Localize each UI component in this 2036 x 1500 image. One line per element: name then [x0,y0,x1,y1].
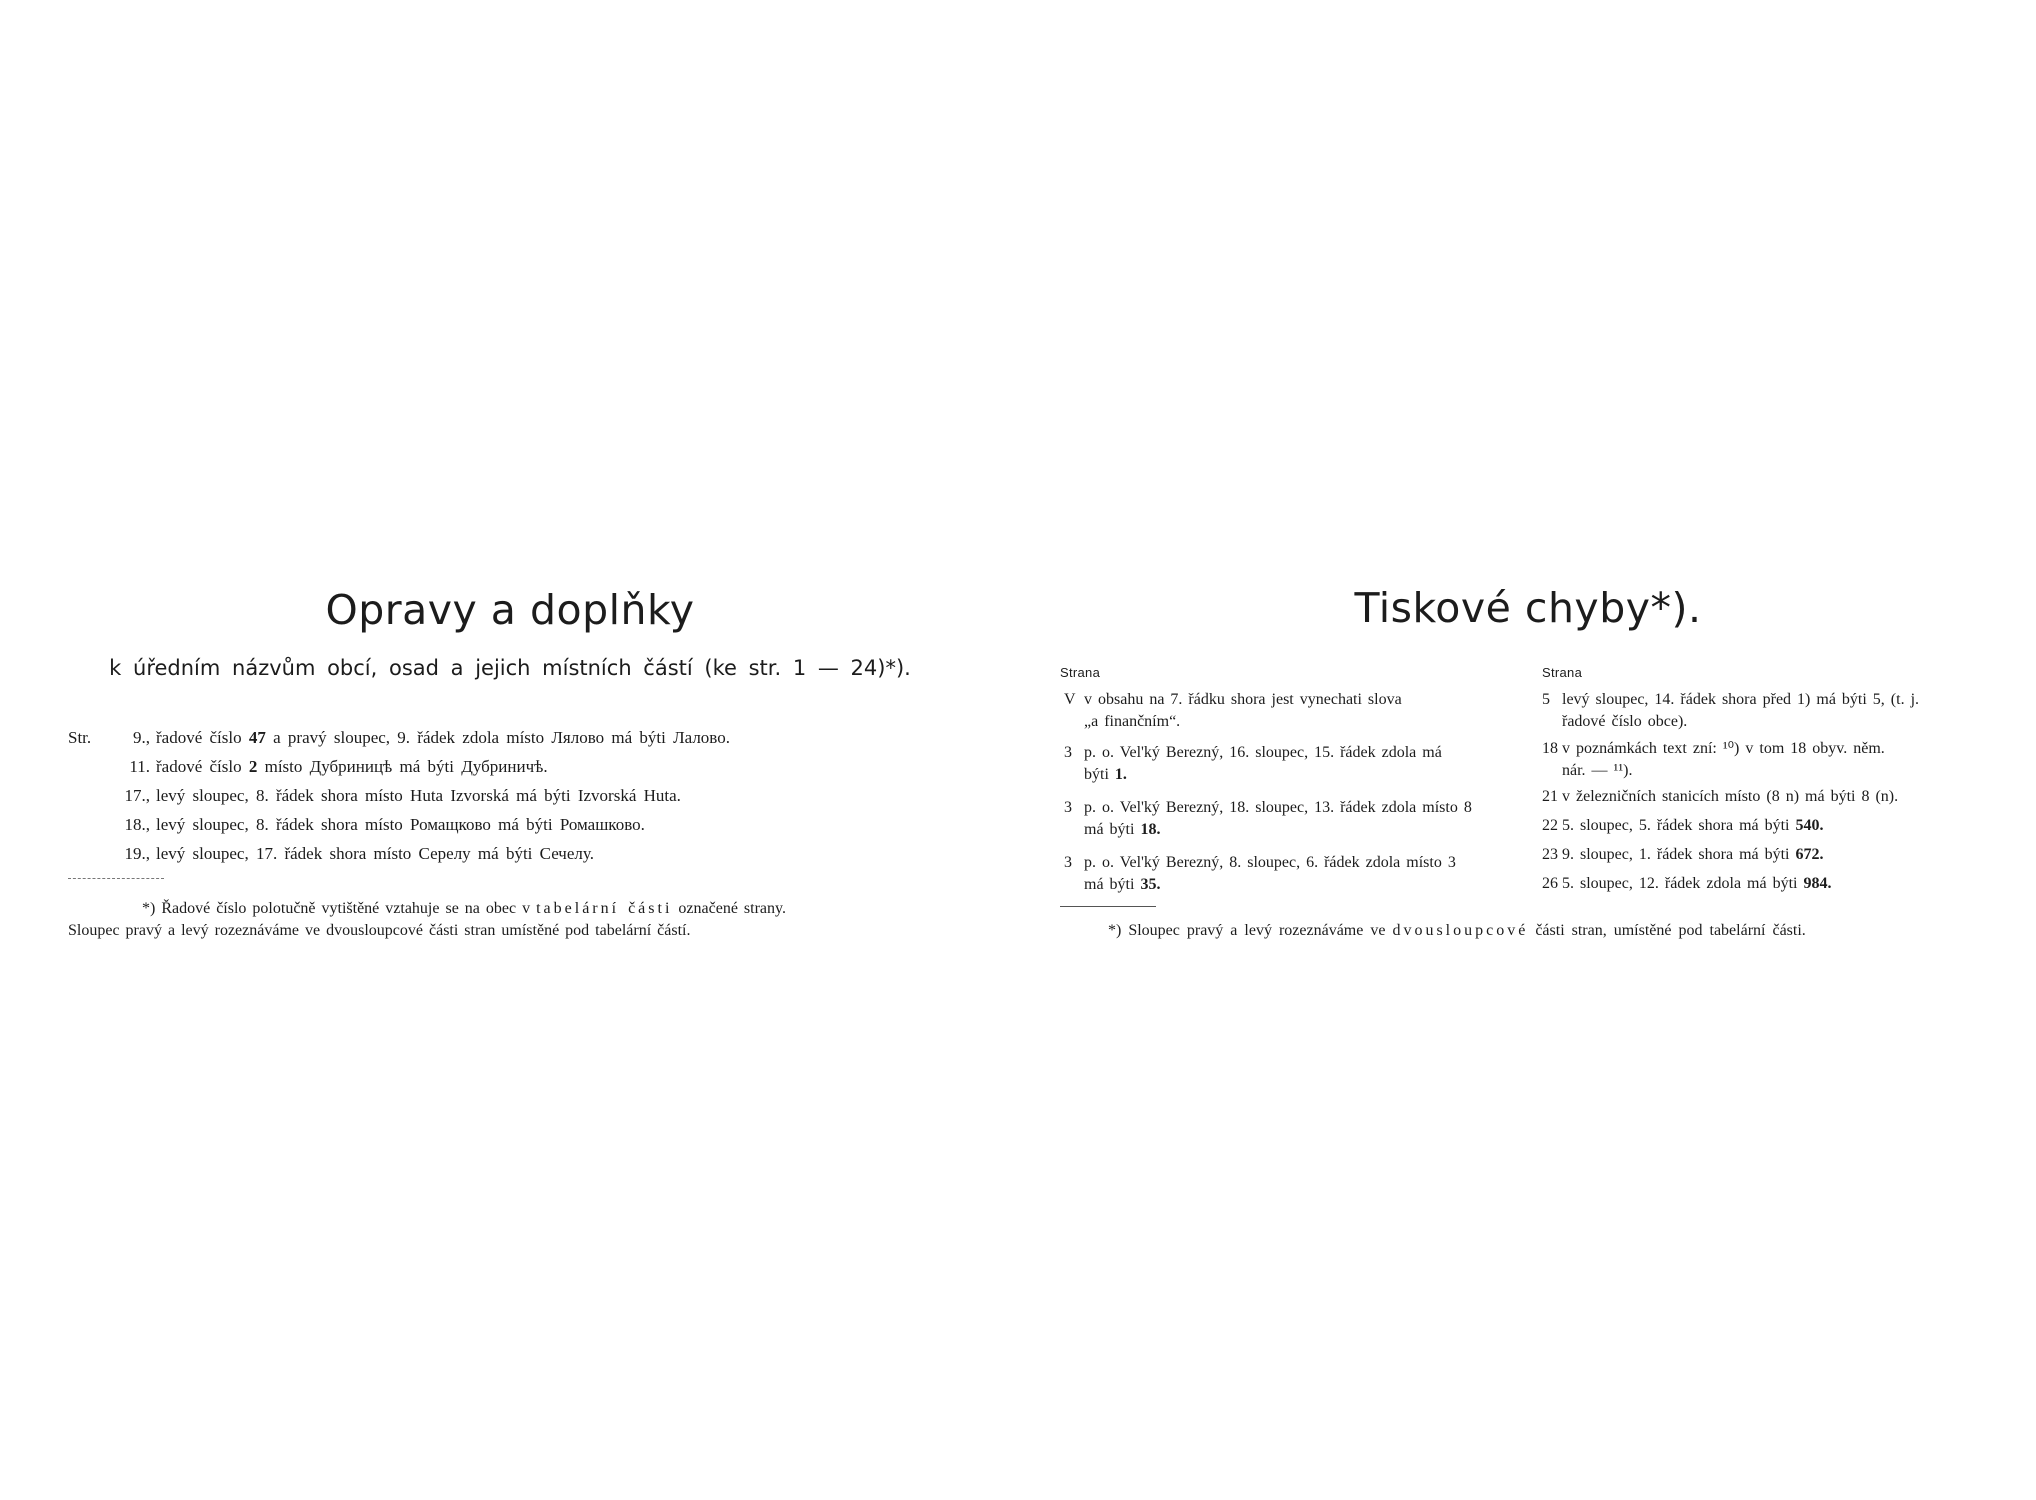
errata-text-continued: řadové číslo obce). [1562,713,1688,730]
correction-text: levý sloupec, 8. řádek shora místo Huta Izvorská má býti Izvorská Huta. [156,786,681,805]
errata-text-continued: nár. — ¹¹). [1562,762,1633,779]
correction-pre: řadové číslo [156,757,242,776]
errata-page: 21 [1542,788,1558,805]
correction-bold-number: 2 [248,757,258,776]
correction-page: 9., [133,728,150,747]
errata-text: v poznámkách text zní: ¹⁰) v tom 18 obyv. něm. [1562,740,1885,757]
errata-page: 18 [1542,740,1558,757]
footnote-spaced-text: tabelární části [536,900,673,917]
errata-page: 23 [1542,846,1558,863]
footnote-divider [68,878,164,879]
errata-entry [1542,689,2012,733]
correction-text: místo Дубриницѣ má býti Дубриничѣ. [264,757,548,776]
correction-row [68,757,548,777]
errata-entry [1542,844,2012,866]
errata-text: p. o. Vel'ký Berezný, 8. sloupec, 6. řádek zdola místo 3 [1084,854,1456,871]
footnote-divider [1060,906,1156,907]
correction-text: levý sloupec, 17. řádek shora místo Серелу má býti Сечелу. [156,844,594,863]
errata-page: 26 [1542,875,1558,892]
footnote-spaced-text: dvousloupcové [1392,922,1529,939]
column-header-left: Strana [1060,665,1101,680]
errata-entry [1542,738,2012,782]
errata-text: v železničních stanicích místo (8 n) má býti 8 (n). [1562,788,1899,805]
errata-text: 9. sloupec, 1. řádek shora má býti [1562,846,1790,863]
correction-page: 11. [129,757,150,776]
errata-text: 5. sloupec, 5. řádek shora má býti [1562,817,1790,834]
errata-page: 3 [1064,854,1072,871]
errata-entry [1542,873,2012,895]
correction-row [68,786,681,806]
errata-text: p. o. Vel'ký Berezný, 18. sloupec, 13. řádek zdola místo 8 [1084,799,1472,816]
footnote-text: části stran, umístěné pod tabelární části. [1535,922,1806,939]
errata-text: 5. sloupec, 12. řádek zdola má býti [1562,875,1798,892]
errata-entry [1542,815,2012,837]
errata-page: 3 [1064,799,1072,816]
correction-row [68,844,594,864]
errata-text-continued: býti [1084,766,1109,783]
correction-row [68,728,730,748]
errata-text: levý sloupec, 14. řádek shora před 1) má býti 5, (t. j. [1562,691,1920,708]
correction-pre: řadové číslo [156,728,242,747]
errata-title: Tiskové chyby*). [1354,584,1702,632]
errata-text-continued: má býti [1084,821,1135,838]
footnote-text: *) Sloupec pravý a levý rozeznáváme ve [1108,922,1386,939]
left-footnote-line-2: Sloupec pravý a levý rozeznáváme ve dvousloupcové části stran umístěné pod tabelární částí. [68,922,691,939]
correction-prefix: Str. [68,728,92,747]
right-page [1020,0,2036,1500]
errata-page: 5 [1542,691,1550,708]
correction-page: 17., [124,786,150,805]
correction-row [68,815,645,835]
errata-entry [1064,797,1502,841]
correction-text: levý sloupec, 8. řádek shora místo Ромащково má býti Ромашково. [156,815,645,834]
errata-page: 3 [1064,744,1072,761]
errata-entry [1542,786,2012,808]
corrections-title: Opravy a doplňky [325,586,695,634]
errata-bold-value: 18. [1140,821,1161,838]
footnote-text: *) Řadové číslo polotučně vytištěné vztahuje se na obec v [142,900,531,917]
errata-page: 22 [1542,817,1558,834]
right-footnote [1108,922,1806,940]
errata-bold-value: 540. [1795,817,1824,834]
correction-page: 19., [124,844,150,863]
errata-bold-value: 984. [1803,875,1832,892]
errata-text: p. o. Vel'ký Berezný, 16. sloupec, 15. řádek zdola má [1084,744,1442,761]
errata-bold-value: 1. [1114,766,1127,783]
errata-text-continued: má býti [1084,876,1135,893]
errata-page: V [1064,691,1076,708]
footnote-text: označené strany. [678,900,786,917]
errata-text: v obsahu na 7. řádku shora jest vynechati slova [1084,691,1402,708]
errata-bold-value: 35. [1140,876,1161,893]
column-header-right: Strana [1542,665,1583,680]
errata-entry [1064,689,1502,733]
errata-entry [1064,852,1502,896]
left-footnote-line-1 [68,898,958,920]
errata-bold-value: 672. [1795,846,1824,863]
correction-text: a pravý sloupec, 9. řádek zdola místo Лялово má býti Лалово. [273,728,730,747]
errata-entry [1064,742,1502,786]
correction-page: 18., [124,815,150,834]
errata-text-continued: „a finančním“. [1084,713,1181,730]
corrections-subtitle: k úředním názvům obcí, osad a jejich místních částí (ke str. 1 — 24)*). [109,656,911,680]
correction-bold-number: 47 [248,728,266,747]
left-footnote [68,898,958,942]
